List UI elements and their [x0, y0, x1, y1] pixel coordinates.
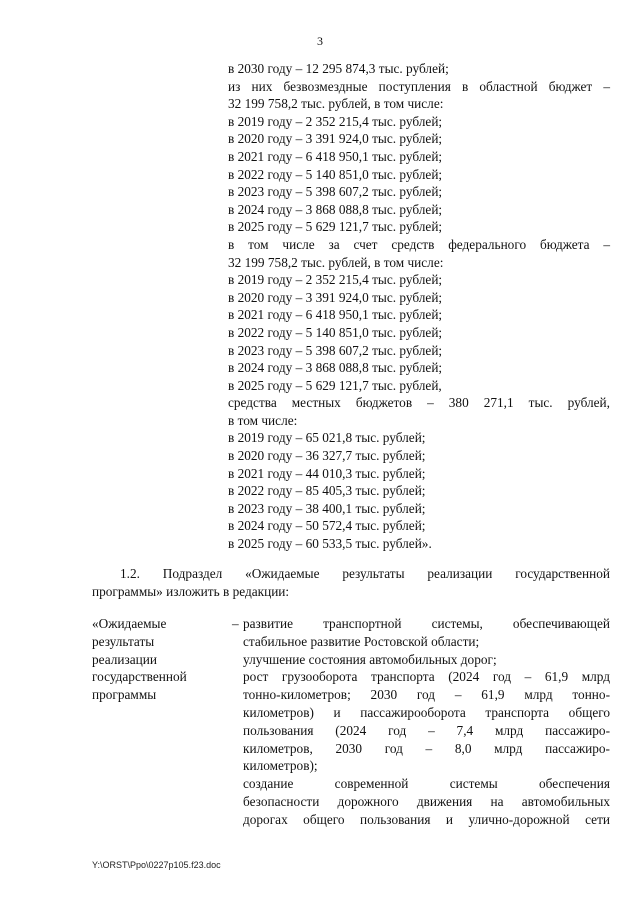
- financing-line: в том числе за счет средств федерального бюджета –: [228, 236, 610, 252]
- financing-line: в 2022 году – 5 140 851,0 тыс. рублей;: [228, 324, 443, 340]
- results-text-line: километров) и пассажирооборота транспорта общего: [243, 704, 610, 720]
- results-label-line: реализации: [92, 651, 157, 667]
- results-text-line: создание современной системы обеспечения: [243, 776, 610, 792]
- financing-line: в 2022 году – 5 140 851,0 тыс. рублей;: [228, 166, 443, 182]
- results-text-line: развитие транспортной системы, обеспечивающей: [243, 616, 610, 631]
- financing-line: из них безвозмездные поступления в областной бюджет –: [228, 78, 610, 94]
- results-text-line: километров, 2030 год – 8,0 млрд пассажиро-: [243, 740, 610, 756]
- expected-results-label: [92, 615, 222, 704]
- results-label-line: государственной: [92, 669, 187, 685]
- financing-line: в 2020 году – 3 391 924,0 тыс. рублей;: [228, 131, 443, 147]
- file-path-footer: Y:\ORST\Ppo\0227p105.f23.doc: [92, 860, 221, 870]
- financing-line: в 2023 году – 5 398 607,2 тыс. рублей;: [228, 342, 443, 358]
- financing-line: в 2021 году – 44 010,3 тыс. рублей;: [228, 465, 426, 481]
- financing-line: в 2023 году – 5 398 607,2 тыс. рублей;: [228, 184, 443, 200]
- financing-line: в 2019 году – 2 352 215,4 тыс. рублей;: [228, 272, 443, 288]
- results-text-line: тонно-километров; 2030 год – 61,9 млрд тонно-: [243, 687, 610, 703]
- results-label-line: программы: [92, 687, 157, 703]
- financing-line: в 2025 году – 60 533,5 тыс. рублей».: [228, 536, 432, 552]
- results-label-line: результаты: [92, 633, 155, 649]
- section-intro-line-1: 1.2. Подраздел «Ожидаемые результаты реализации государственной: [120, 566, 610, 581]
- financing-line: в 2020 году – 36 327,7 тыс. рублей;: [228, 448, 426, 464]
- financing-line: средства местных бюджетов – 380 271,1 тыс. рублей,: [228, 395, 610, 411]
- financing-line: в 2019 году – 65 021,8 тыс. рублей;: [228, 430, 426, 446]
- financing-line: 32 199 758,2 тыс. рублей, в том числе:: [228, 254, 444, 270]
- financing-line: в 2025 году – 5 629 121,7 тыс. рублей,: [228, 377, 442, 393]
- financing-line: в 2022 году – 85 405,3 тыс. рублей;: [228, 483, 426, 499]
- financing-line: в 2024 году – 3 868 088,8 тыс. рублей;: [228, 360, 443, 376]
- results-text-line: улучшение состояния автомобильных дорог;: [243, 651, 497, 667]
- dash-separator: –: [232, 616, 239, 631]
- results-label-line: «Ожидаемые: [92, 616, 167, 631]
- financing-line: в 2019 году – 2 352 215,4 тыс. рублей;: [228, 113, 443, 129]
- financing-line: в 2023 году – 38 400,1 тыс. рублей;: [228, 500, 426, 516]
- expected-results-text: [243, 615, 610, 829]
- results-text-line: рост грузооборота транспорта (2024 год – 61,9 млрд: [243, 669, 610, 685]
- results-text-line: километров);: [243, 758, 318, 774]
- financing-line: в 2021 году – 6 418 950,1 тыс. рублей;: [228, 307, 443, 323]
- financing-line: в 2025 году – 5 629 121,7 тыс. рублей;: [228, 219, 443, 235]
- results-text-line: пользования (2024 год – 7,4 млрд пассажиро-: [243, 722, 610, 738]
- results-text-line: безопасности дорожного движения на автомобильных: [243, 793, 610, 809]
- financing-line: 32 199 758,2 тыс. рублей, в том числе:: [228, 96, 444, 112]
- financing-line: в 2030 году – 12 295 874,3 тыс. рублей;: [228, 61, 449, 76]
- section-intro: [92, 565, 610, 601]
- results-text-line: дорогах общего пользования и улично-дорожной сети: [243, 811, 610, 827]
- financing-text-block: [228, 60, 610, 553]
- financing-line: в том числе:: [228, 412, 298, 428]
- financing-line: в 2024 году – 50 572,4 тыс. рублей;: [228, 518, 426, 534]
- financing-line: в 2020 году – 3 391 924,0 тыс. рублей;: [228, 289, 443, 305]
- results-text-line: стабильное развитие Ростовской области;: [243, 633, 480, 649]
- financing-line: в 2021 году – 6 418 950,1 тыс. рублей;: [228, 148, 443, 164]
- financing-line: в 2024 году – 3 868 088,8 тыс. рублей;: [228, 201, 443, 217]
- section-intro-line-2: программы» изложить в редакции:: [92, 583, 290, 599]
- page-number: 3: [317, 34, 323, 48]
